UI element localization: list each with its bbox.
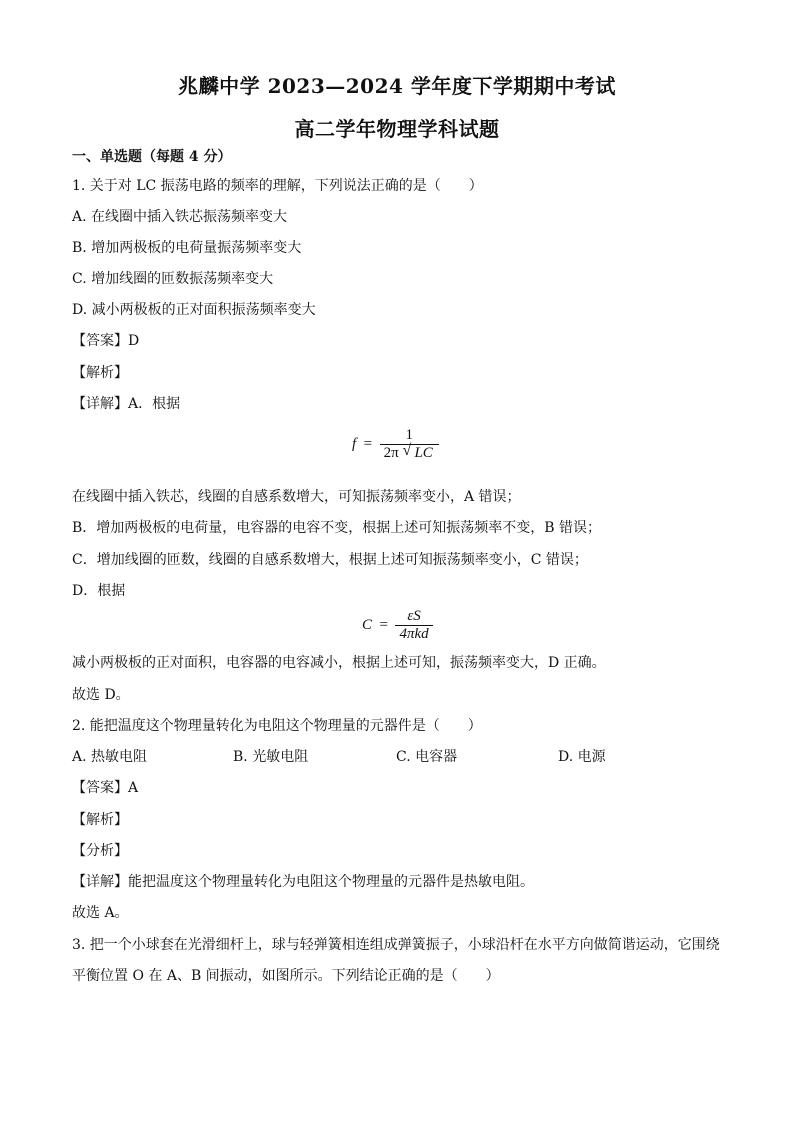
question-1-option-b: B. 增加两极板的电荷量振荡频率变大 [72, 240, 302, 256]
question-3-stem: 3. 把一个小球套在光滑细杆上，球与轻弹簧相连组成弹簧振子，小球沿杆在水平方向做简谐运动，它围绕 [72, 937, 720, 953]
question-1-conclusion: 故选 D。 [72, 687, 130, 703]
formula-lhs: f [352, 435, 357, 452]
section-heading: 一、单选题（每题 4 分） [72, 149, 232, 165]
formula-denominator [380, 444, 439, 462]
formula-fraction [395, 608, 432, 643]
question-1-line: C．增加线圈的匝数，线圈的自感系数增大，根据上述可知振荡频率变小，C 错误； [72, 552, 588, 568]
question-1-line: D．根据 [72, 583, 126, 599]
formula-lhs: C [362, 616, 373, 633]
question-1-line: 在线圈中插入铁芯，线圈的自感系数增大，可知振荡频率变小，A 错误； [72, 489, 521, 505]
formula-frequency [352, 427, 439, 462]
question-1-option-a: A. 在线圈中插入铁芯振荡频率变大 [72, 209, 288, 225]
sqrt-symbol: √ LC [402, 442, 433, 461]
question-1-option-d: D. 减小两极板的正对面积振荡频率变大 [72, 302, 316, 318]
formula-equals: = [375, 616, 392, 633]
formula-fraction [380, 427, 439, 462]
question-2-analysis-tag: 【解析】 [72, 812, 128, 828]
question-3-stem-cont: 平衡位置 O 在 A、B 间振动，如图所示。下列结论正确的是（ ） [72, 968, 500, 984]
formula-denominator: 4πkd [395, 625, 432, 643]
formula-equals: = [359, 435, 376, 452]
question-1-analysis-tag: 【解析】 [72, 365, 128, 381]
question-2-answer: 【答案】A [72, 780, 139, 796]
question-2-detail: 【详解】能把温度这个物理量转化为电阻这个物理量的元器件是热敏电阻。 [72, 874, 534, 890]
exam-title: 兆麟中学 2023—2024 学年度下学期期中考试 [178, 74, 616, 98]
question-2-option-b: B. 光敏电阻 [233, 749, 309, 765]
question-1-option-c: C. 增加线圈的匝数振荡频率变大 [72, 271, 274, 287]
question-2-fenxi-tag: 【分析】 [72, 843, 128, 859]
question-1-answer: 【答案】D [72, 333, 140, 349]
formula-den-prefix: 2π [383, 445, 399, 461]
question-2-option-d: D. 电源 [558, 749, 606, 765]
formula-capacitance [362, 608, 433, 643]
formula-numerator: εS [407, 608, 421, 624]
exam-subtitle: 高二学年物理学科试题 [294, 117, 500, 141]
formula-numerator: 1 [405, 427, 413, 443]
question-1-line: B．增加两极板的电荷量，电容器的电容不变，根据上述可知振荡频率不变，B 错误； [72, 520, 602, 536]
question-1-line: 减小两极板的正对面积，电容器的电容减小，根据上述可知，振荡频率变大，D 正确。 [72, 655, 606, 671]
formula-sqrt-content: LC [414, 445, 433, 461]
question-1-detail: 【详解】A．根据 [72, 396, 181, 412]
question-2-option-c: C. 电容器 [396, 749, 458, 765]
question-1-stem: 1. 关于对 LC 振荡电路的频率的理解，下列说法正确的是（ ） [72, 178, 483, 194]
question-2-option-a: A. 热敏电阻 [72, 749, 148, 765]
question-2-conclusion: 故选 A。 [72, 905, 129, 921]
question-2-stem: 2. 能把温度这个物理量转化为电阻这个物理量的元器件是（ ） [72, 718, 482, 734]
